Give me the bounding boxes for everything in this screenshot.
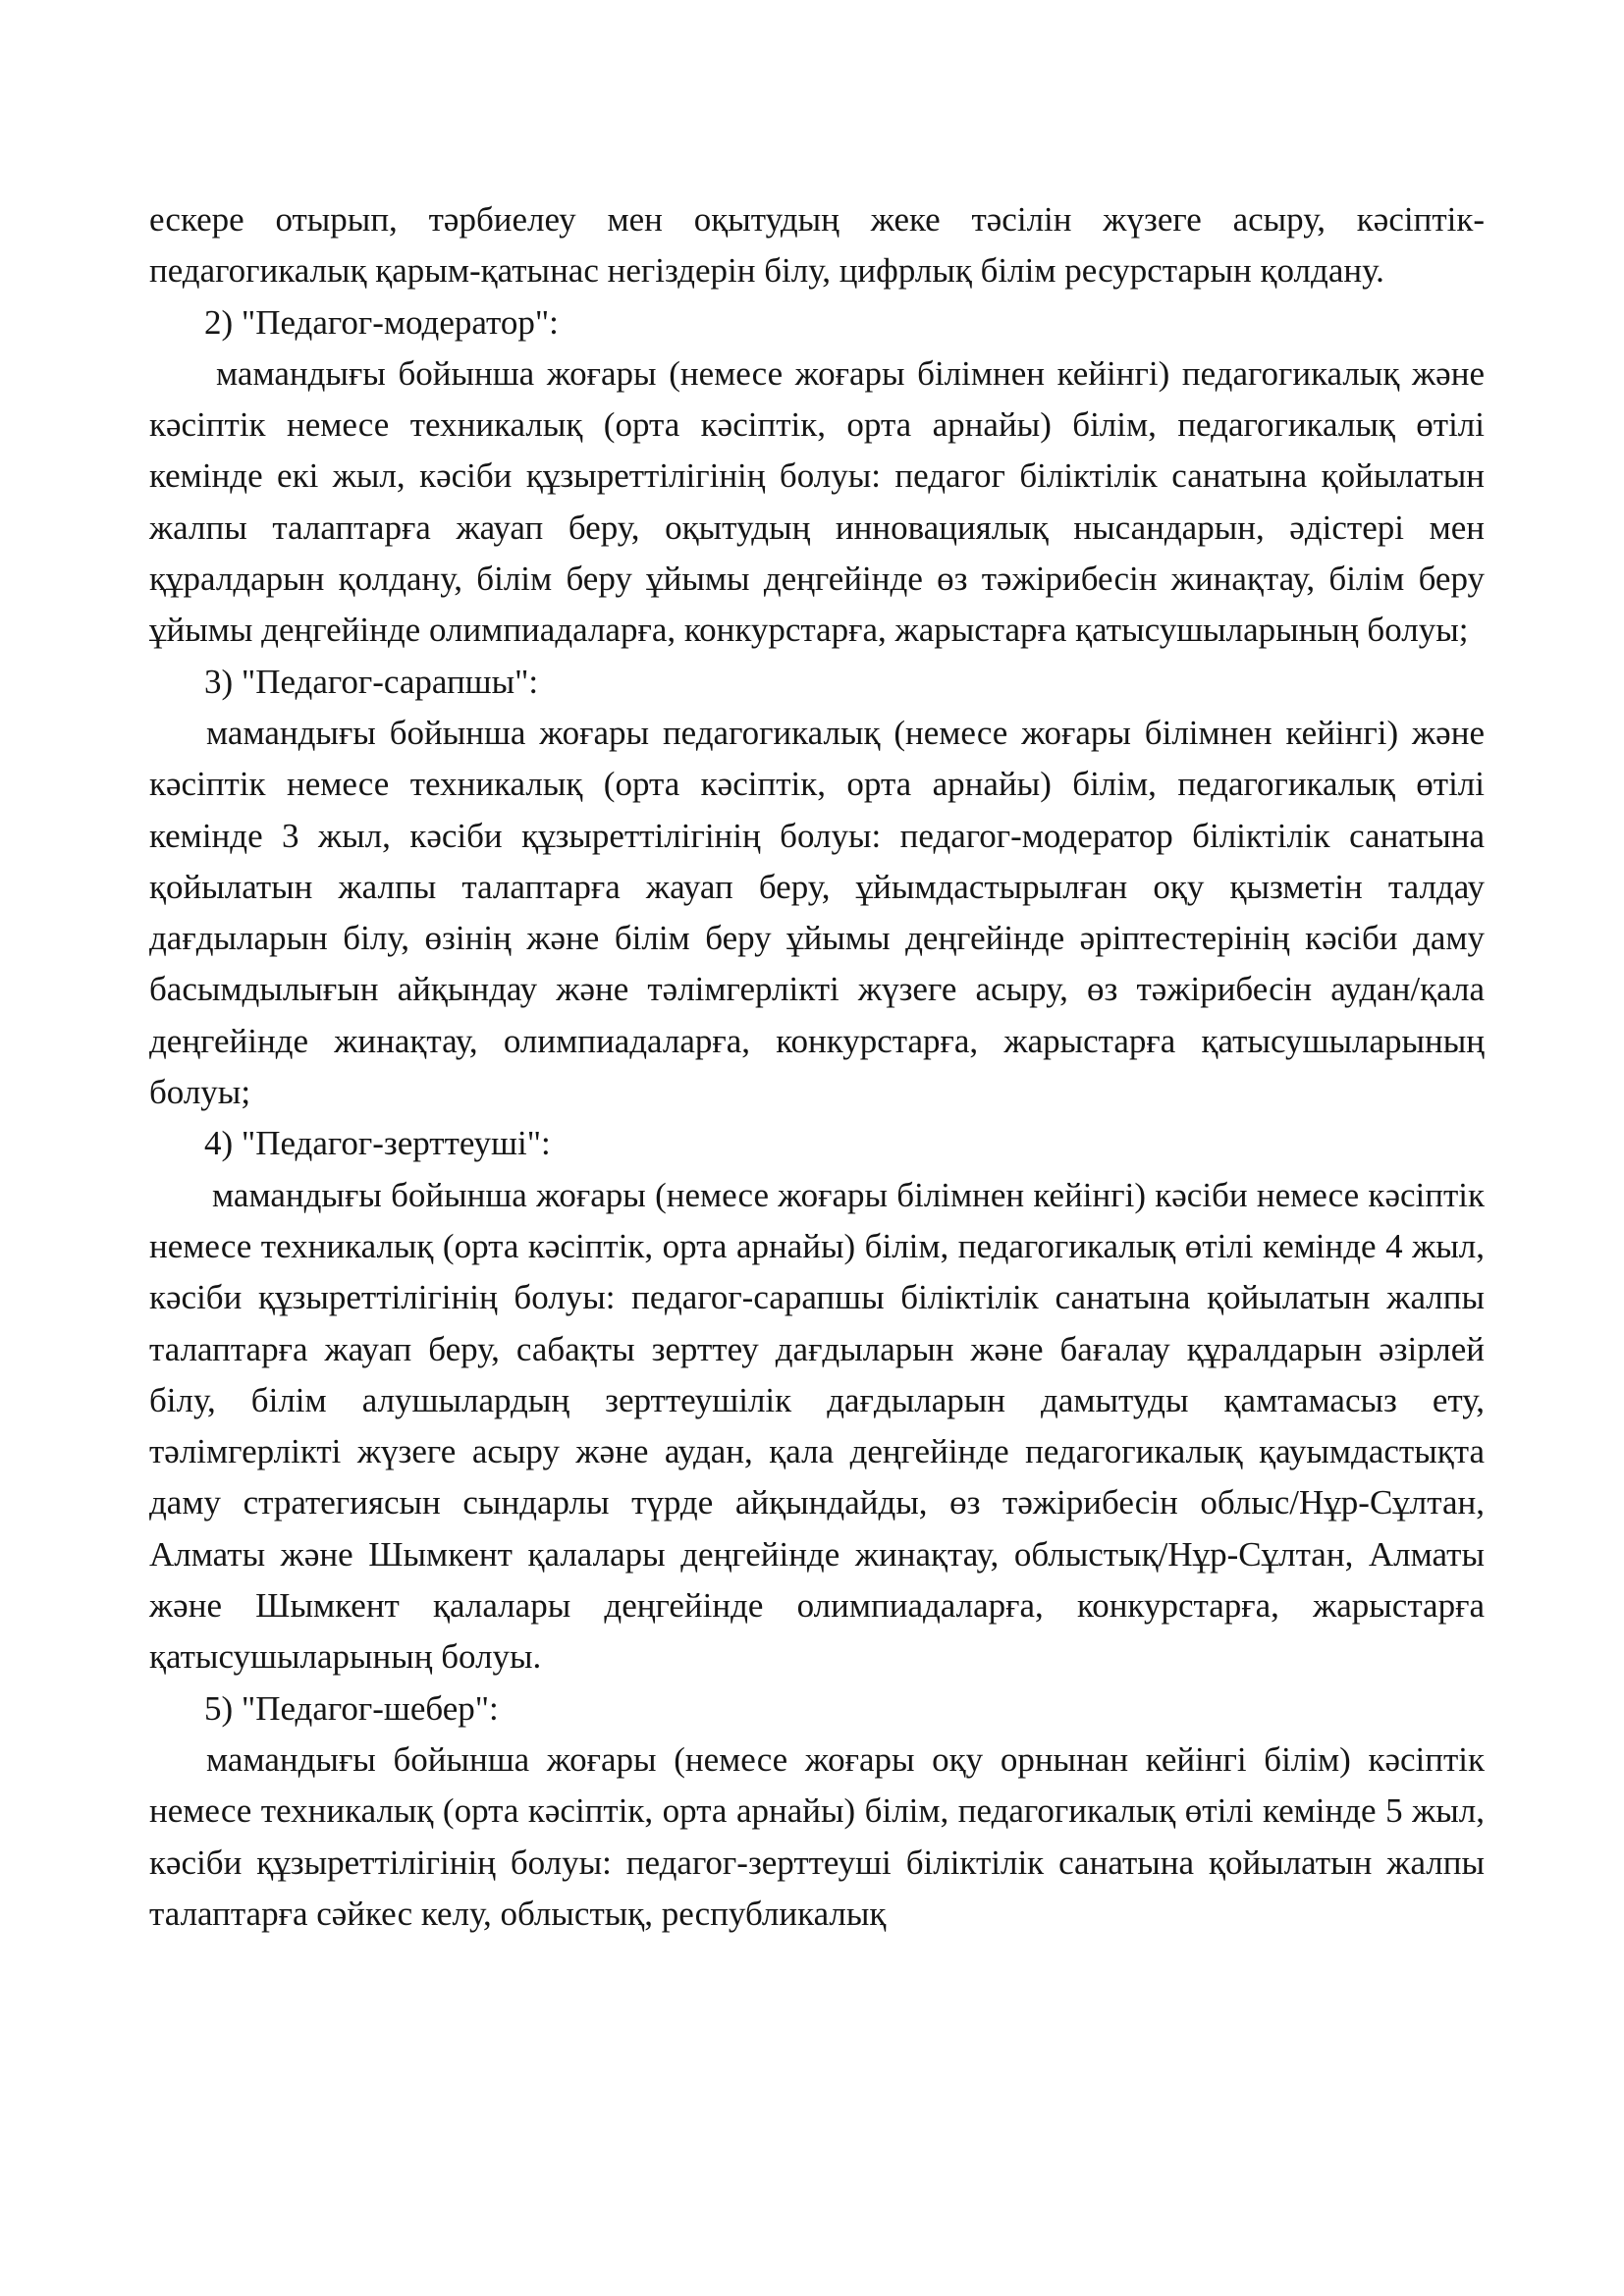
item-heading-pedagog-moderator: 2) "Педагог-модератор": <box>204 302 559 342</box>
item-body-pedagog-moderator: мамандығы бойынша жоғары (немесе жоғары білімнен кейінгі) педагогикалық және кәсіптік немесе техникалық (орта кәсіптік, орта арнайы) білім, педагогикалық өтілі кемінде екі жыл, кәсіби құзыреттілігінің болуы: педагог біліктілік санатына қойылатын жалпы талаптарға жауап беру, оқытудың инновациялық нысандарын, әдістері мен құралдарын қолдану, білім беру ұйымы деңгейінде өз тәжірибесін жинақтау, білім беру ұйымы деңгейінде олимпиадаларға, конкурстарға, жарыстарға қатысушыларының болуы; <box>149 353 1485 650</box>
document-page <box>149 194 1485 1940</box>
item-body-pedagog-sheber: мамандығы бойынша жоғары (немесе жоғары оқу орнынан кейінгі білім) кәсіптік немесе техникалық (орта кәсіптік, орта арнайы) білім, педагогикалық өтілі кемінде 5 жыл, кәсіби құзыреттілігінің болуы: педагог-зерттеуші біліктілік санатына қойылатын жалпы талаптарға сәйкес келу, облыстық, республикалық <box>149 1739 1485 1933</box>
intro-continuation-paragraph: ескере отырып, тәрбиелеу мен оқытудың жеке тәсілін жүзеге асыру, кәсіптік-педагогикалық қарым-қатынас негіздерін білу, цифрлық білім ресурстарын қолдану. <box>149 200 1485 291</box>
item-heading-pedagog-zertteushi: 4) "Педагог-зерттеуші": <box>204 1124 551 1163</box>
item-body-pedagog-sarapshy: мамандығы бойынша жоғары педагогикалық (немесе жоғары білімнен кейінгі) және кәсіптік немесе техникалық (орта кәсіптік, орта арнайы) білім, педагогикалық өтілі кемінде 3 жыл, кәсіби құзыреттілігінің болуы: педагог-модератор біліктілік санатына қойылатын жалпы талаптарға жауап беру, ұйымдастырылған оқу қызметін талдау дағдыларын білу, өзінің және білім беру ұйымы деңгейінде әріптестерінің кәсіби даму басымдылығын айқындау және тәлімгерлікті жүзеге асыру, өз тәжірибесін аудан/қала деңгейінде жинақтау, олимпиадаларға, конкурстарға, жарыстарға қатысушыларының болуы; <box>149 713 1485 1112</box>
item-heading-pedagog-sheber: 5) "Педагог-шебер": <box>204 1688 499 1728</box>
item-heading-pedagog-sarapshy: 3) "Педагог-сарапшы": <box>204 662 539 701</box>
item-body-pedagog-zertteushi: мамандығы бойынша жоғары (немесе жоғары білімнен кейінгі) кәсіби немесе кәсіптік немесе техникалық (орта кәсіптік, орта арнайы) білім, педагогикалық өтілі кемінде 4 жыл, кәсіби құзыреттілігінің болуы: педагог-сарапшы біліктілік санатына қойылатын жалпы талаптарға жауап беру, сабақты зерттеу дағдыларын және бағалау құралдарын әзірлей білу, білім алушылардың зерттеушілік дағдыларын дамытуды қамтамасыз ету, тәлімгерлікті жүзеге асыру және аудан, қала деңгейінде педагогикалық қауымдастықта даму стратегиясын сындарлы түрде айқындайды, өз тәжірибесін облыс/Нұр-Сұлтан, Алматы және Шымкент қалалары деңгейінде жинақтау, облыстық/Нұр-Сұлтан, Алматы және Шымкент қалалары деңгейінде олимпиадаларға, конкурстарға, жарыстарға қатысушыларының болуы. <box>149 1175 1485 1677</box>
